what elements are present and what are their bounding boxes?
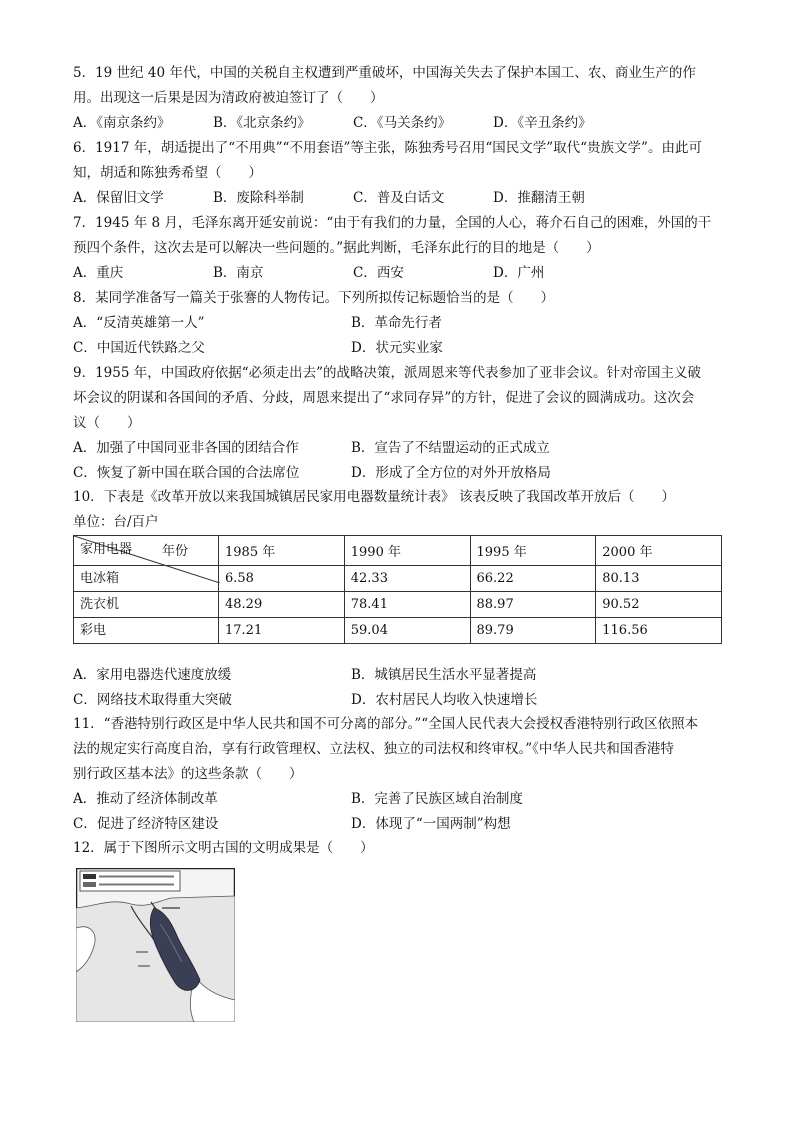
table-corner-cell (74, 536, 219, 566)
option-b: B．完善了民族区域自治制度 (351, 791, 523, 807)
option-c: C．西安 (353, 265, 404, 281)
question-9-options-row2 (73, 461, 723, 486)
question-10-options-row2 (73, 688, 723, 713)
option-c: C．网络技术取得重大突破 (73, 692, 232, 708)
question-8-stem-line1: 8．某同学准备写一篇关于张謇的人物传记。下列所拟传记标题恰当的是（ ） (73, 290, 555, 306)
question-10-options-row1 (73, 663, 723, 688)
option-d: D．广州 (493, 265, 545, 281)
table-unit-label: 单位：台/百户 (73, 514, 159, 530)
question-9-stem-line3: 议（ ） (73, 415, 141, 431)
row-label: 洗衣机 (74, 592, 219, 618)
option-d: D．形成了全方位的对外开放格局 (351, 465, 551, 481)
option-d: D．推翻清王朝 (493, 190, 585, 206)
question-9 (73, 361, 723, 486)
option-d: D．农村居民人均收入快速增长 (351, 692, 538, 708)
question-10-options (73, 663, 723, 713)
question-5 (73, 61, 723, 136)
option-c: C．恢复了新中国在联合国的合法席位 (73, 465, 300, 481)
table-cell: 88.97 (470, 592, 596, 618)
question-11-stem-line3: 别行政区基本法》的这些条款（ ） (73, 766, 303, 782)
option-b: B．南京 (213, 265, 264, 281)
option-c: C．《马关条约》 (353, 115, 452, 131)
ancient-civilization-map-image (76, 868, 235, 1022)
question-6 (73, 136, 723, 211)
table-cell: 78.41 (344, 592, 470, 618)
option-b: B．废除科举制 (213, 190, 304, 206)
corner-label-appliance: 家用电器 (80, 542, 133, 557)
table-cell: 42.33 (344, 566, 470, 592)
option-a: A．加强了中国同亚非各国的团结合作 (73, 440, 299, 456)
question-5-stem-line2: 用。出现这一后果是因为清政府被迫签订了（ ） (73, 90, 384, 106)
question-8 (73, 286, 723, 361)
question-8-options-row2 (73, 336, 723, 361)
table-cell: 89.79 (470, 618, 596, 644)
question-11-options-row1 (73, 787, 723, 812)
option-b: B．革命先行者 (351, 315, 442, 331)
option-a: A．推动了经济体制改革 (73, 791, 218, 807)
question-9-stem-line1: 9．1955 年，中国政府依据“必须走出去”的战略决策，派周恩来等代表参加了亚非会议。针对帝国主义破 (73, 365, 702, 381)
appliance-statistics-table (73, 535, 722, 644)
table-cell: 116.56 (596, 618, 722, 644)
question-12 (73, 836, 723, 861)
question-11-stem-line1: 11．“香港特别行政区是中华人民共和国不可分离的部分。”“全国人民代表大会授权香港特别行政区依照本 (73, 716, 699, 732)
table-header-year: 1985 年 (219, 536, 345, 566)
question-7-options (73, 261, 723, 286)
question-8-options-row1 (73, 311, 723, 336)
table-header-year: 2000 年 (596, 536, 722, 566)
question-6-stem-line1: 6．1917 年，胡适提出了“不用典”“不用套语”等主张，陈独秀号召用“国民文学”取代“贵族文学”。由此可 (73, 140, 702, 156)
question-6-options (73, 186, 723, 211)
option-d: D．《辛丑条约》 (493, 115, 592, 131)
row-label: 电冰箱 (74, 566, 219, 592)
question-10-stem-line1: 10．下表是《改革开放以来我国城镇居民家用电器数量统计表》 该表反映了我国改革开放后（ ） (73, 489, 675, 505)
question-11 (73, 712, 723, 837)
option-b: B．城镇居民生活水平显著提高 (351, 667, 537, 683)
table-row (74, 618, 722, 644)
corner-label-year: 年份 (161, 544, 188, 559)
table-cell: 59.04 (344, 618, 470, 644)
question-9-options-row1 (73, 436, 723, 461)
question-7-stem-line2: 预四个条件，这次去是可以解决一些问题的。”据此判断，毛泽东此行的目的地是（ ） (73, 240, 600, 256)
question-5-stem-line1: 5．19 世纪 40 年代，中国的关税自主权遭到严重破坏，中国海关失去了保护本国工、农、商业生产的作 (73, 65, 696, 81)
table-cell: 48.29 (219, 592, 345, 618)
question-7 (73, 211, 723, 286)
question-6-stem-line2: 知，胡适和陈独秀希望（ ） (73, 165, 262, 181)
table-header-row (74, 536, 722, 566)
option-d: D．体现了“一国两制”构想 (351, 816, 511, 832)
option-a: A．家用电器迭代速度放缓 (73, 667, 232, 683)
question-9-stem-line2: 坏会议的阴谋和各国间的矛盾、分歧，周恩来提出了“求同存异”的方针，促进了会议的圆满成功。这次会 (73, 390, 695, 406)
question-10 (73, 485, 723, 644)
table-cell: 90.52 (596, 592, 722, 618)
question-11-stem-line2: 法的规定实行高度自治，享有行政管理权、立法权、独立的司法权和终审权。”《中华人民共和国香港特 (73, 741, 674, 757)
question-5-options (73, 111, 723, 136)
question-7-stem-line1: 7．1945 年 8 月，毛泽东离开延安前说：“由于有我们的力量，全国的人心，蒋介石自己的困难，外国的干 (73, 215, 712, 231)
question-11-options-row2 (73, 812, 723, 837)
option-c: C．中国近代铁路之父 (73, 340, 205, 356)
option-c: C．促进了经济特区建设 (73, 816, 219, 832)
option-a: A．《南京条约》 (73, 115, 171, 131)
table-cell: 80.13 (596, 566, 722, 592)
option-a: A．“反清英雄第一人” (73, 315, 205, 331)
table-cell: 66.22 (470, 566, 596, 592)
table-row (74, 592, 722, 618)
table-cell: 17.21 (219, 618, 345, 644)
map-figure (76, 868, 235, 1022)
option-a: A．保留旧文学 (73, 190, 164, 206)
option-b: B．《北京条约》 (213, 115, 311, 131)
row-label: 彩电 (74, 618, 219, 644)
question-12-stem-line1: 12．属于下图所示文明古国的文明成果是（ ） (73, 840, 374, 856)
option-a: A．重庆 (73, 265, 124, 281)
option-d: D．状元实业家 (351, 340, 443, 356)
option-b: B．宣告了不结盟运动的正式成立 (351, 440, 550, 456)
option-c: C．普及白话文 (353, 190, 445, 206)
table-header-year: 1990 年 (344, 536, 470, 566)
table-cell: 6.58 (219, 566, 345, 592)
table-header-year: 1995 年 (470, 536, 596, 566)
